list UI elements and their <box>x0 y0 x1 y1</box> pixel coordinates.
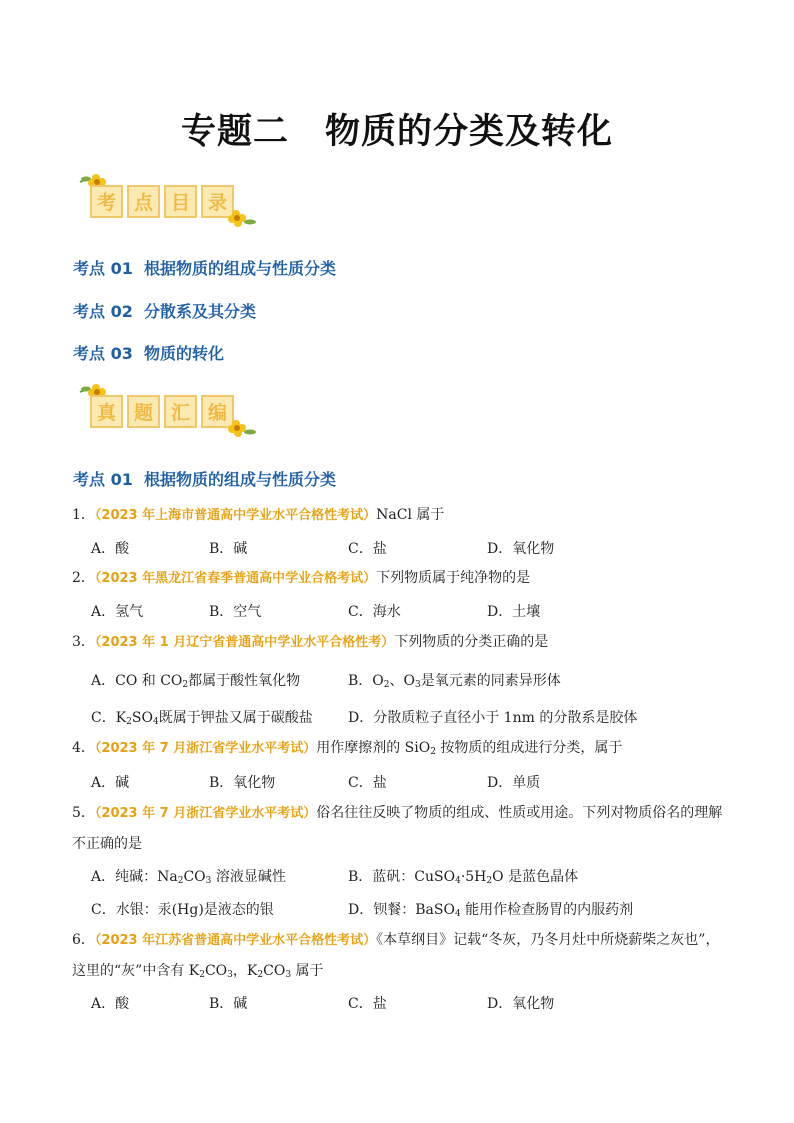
toc-item[interactable]: 考点 01 根据物质的组成与性质分类 <box>73 259 336 278</box>
question-stem-continued: 这里的“灰”中含有 $K_2CO_3$，$K_2CO_3$ 属于 <box>72 963 324 980</box>
option-c[interactable]: C．盐 <box>348 541 387 557</box>
option-b[interactable]: B．碱 <box>209 541 248 557</box>
question-stem: NaCl 属于 <box>376 507 445 523</box>
toc-item[interactable]: 考点 03 物质的转化 <box>73 344 224 363</box>
banner-tile: 目 <box>164 185 197 218</box>
option-d[interactable]: D．氧化物 <box>487 996 555 1012</box>
option-c[interactable]: C．盐 <box>348 775 387 791</box>
option-a[interactable]: A．碱 <box>91 775 130 791</box>
option-a[interactable]: A．CO 和 $CO_2$都属于酸性氧化物 <box>91 673 301 690</box>
question-number: 2． <box>72 570 95 586</box>
toc-banner <box>78 172 258 234</box>
exam-banner <box>78 382 258 444</box>
option-a[interactable]: A．酸 <box>91 541 130 557</box>
question-4: 4．（2023 年 7 月浙江省学业水平考试）用作摩擦剂的 SiO$_2$ 按物质的组成进行分类，属于 <box>72 740 623 757</box>
option-a[interactable]: A．纯碱：$Na_2CO_3$ 溶液显碱性 <box>91 869 286 886</box>
option-b[interactable]: B．空气 <box>209 604 262 620</box>
question-stem: 下列物质属于纯净物的是 <box>376 570 531 586</box>
banner-tile: 编 <box>201 395 234 428</box>
question-number: 4． <box>72 740 95 756</box>
option-b[interactable]: B．蓝矾：$CuSO_4\cdot 5H_2O$ 是蓝色晶体 <box>348 869 579 886</box>
question-5 <box>72 803 732 824</box>
question-stem: 俗名往往反映了物质的组成、性质或用途。下列对物质俗名的理解 <box>316 805 723 821</box>
banner-tile: 汇 <box>164 395 197 428</box>
option-c[interactable]: C．海水 <box>348 604 401 620</box>
banner-tile: 真 <box>90 395 123 428</box>
option-b[interactable]: B．碱 <box>209 996 248 1012</box>
question-stem-continued: 不正确的是 <box>72 836 142 852</box>
question-source: （2023 年 7 月浙江省学业水平考试） <box>94 806 317 821</box>
question-number: 6． <box>72 932 95 948</box>
flower-icon <box>226 418 258 442</box>
question-source: （2023 年江苏省普通高中学业水平合格性考试） <box>94 933 377 948</box>
option-a[interactable]: A．酸 <box>91 996 130 1012</box>
option-d[interactable]: D．钡餐：BaSO$_4$ 能用作检查肠胃的内服药剂 <box>348 902 634 919</box>
page-title: 专题二 物质的分类及转化 <box>180 112 613 152</box>
option-d[interactable]: D．单质 <box>487 775 541 791</box>
question-stem: 《本草纲目》记载“冬灰，乃冬月灶中所烧薪柴之灰也”， <box>376 932 720 948</box>
question-6 <box>72 930 732 951</box>
option-d[interactable]: D．土壤 <box>487 604 541 620</box>
question-2 <box>72 568 732 589</box>
option-b[interactable]: B．$O_2$、$O_3$是氧元素的同素异形体 <box>348 673 561 690</box>
toc-item[interactable]: 考点 02 分散系及其分类 <box>73 302 256 321</box>
question-number: 1． <box>72 507 95 523</box>
option-c[interactable]: C．盐 <box>348 996 387 1012</box>
question-source: （2023 年 1 月辽宁省普通高中学业水平合格性考） <box>94 635 395 650</box>
option-a[interactable]: A．氢气 <box>91 604 144 620</box>
option-d[interactable]: D．分散质粒子直径小于 1nm 的分散系是胶体 <box>348 710 638 726</box>
option-c[interactable]: C．水银：汞(Hg)是液态的银 <box>91 902 274 918</box>
option-c[interactable]: C．$K_2SO_4$既属于钾盐又属于碳酸盐 <box>91 710 313 727</box>
question-source: （2023 年 7 月浙江省学业水平考试） <box>94 741 317 756</box>
option-d[interactable]: D．氧化物 <box>487 541 555 557</box>
question-stem: 下列物质的分类正确的是 <box>394 634 549 650</box>
banner-tile: 点 <box>127 185 160 218</box>
question-1 <box>72 505 732 526</box>
question-source: （2023 年上海市普通高中学业水平合格性考试） <box>94 508 377 523</box>
question-source: （2023 年黑龙江省春季普通高中学业合格考试） <box>94 571 377 586</box>
banner-tile: 录 <box>201 185 234 218</box>
banner-tile: 题 <box>127 395 160 428</box>
option-b[interactable]: B．氧化物 <box>209 775 276 791</box>
flower-icon <box>226 208 258 232</box>
section-heading: 考点 01 根据物质的组成与性质分类 <box>73 470 336 489</box>
banner-tile: 考 <box>90 185 123 218</box>
question-number: 5． <box>72 805 95 821</box>
question-number: 3． <box>72 634 95 650</box>
question-3 <box>72 632 732 653</box>
